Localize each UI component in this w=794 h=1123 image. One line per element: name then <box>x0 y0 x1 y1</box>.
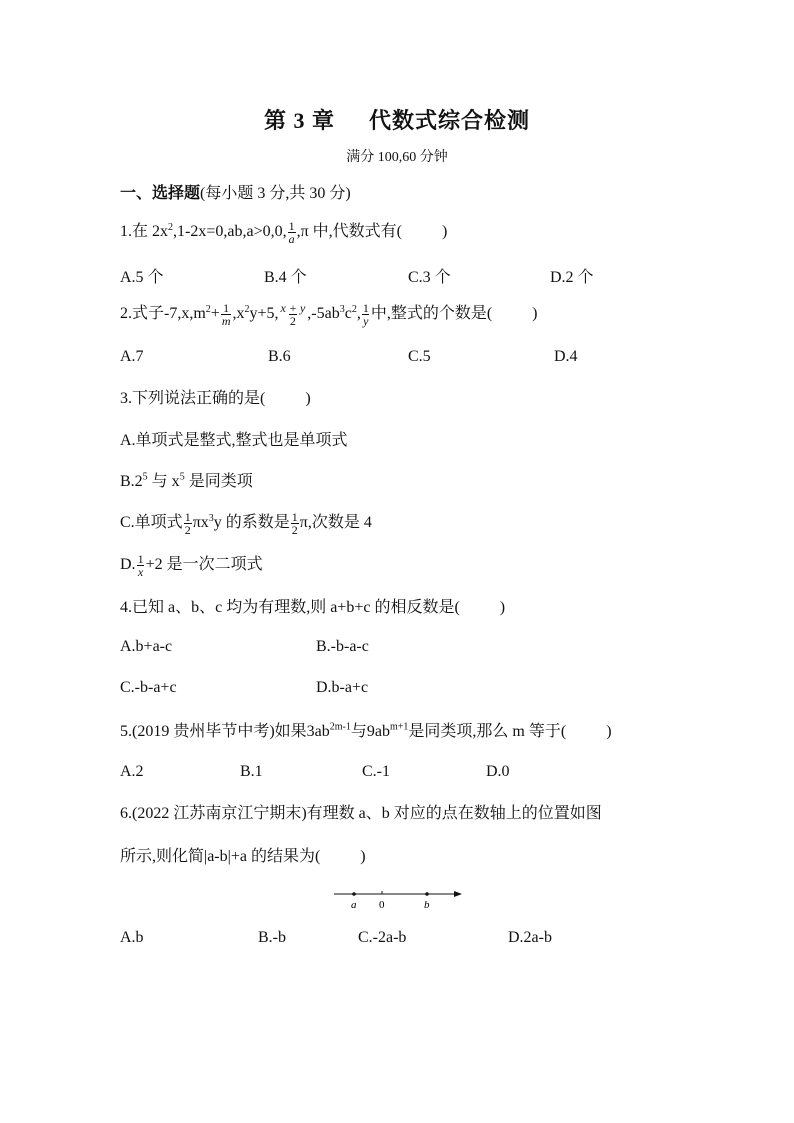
question-4-stem: 4.已知 a、b、c 均为有理数,则 a+b+c 的相反数是( ) <box>120 599 506 616</box>
point-b-label: b <box>424 899 430 911</box>
question-4-option-b[interactable]: B.-b-a-c <box>316 638 369 655</box>
chapter-label: 第 3 章 <box>263 108 335 133</box>
fraction: $\frac{1}{y}$ <box>362 301 369 328</box>
fraction: $\frac{1}{2}$ <box>184 510 191 537</box>
question-5-option-c[interactable]: C.-1 <box>362 763 390 780</box>
fraction: $\frac{x + y}{2}$ <box>280 301 306 328</box>
question-2-stem: 2.式子$-7,x,m^2+$ $\frac{1}{m}$ $,x^2y+5$, $\frac{x + y}{2}$ $,-5ab^3c^2$, $\frac{1}{y}$ 中,整式的个数是( ) <box>120 301 538 328</box>
fraction: $\frac{1}{2}$ <box>291 510 298 537</box>
question-1-option-c[interactable]: C.3 个 <box>408 269 451 286</box>
question-5-option-d[interactable]: D.0 <box>486 763 510 780</box>
question-4-option-a[interactable]: A.b+a-c <box>120 638 173 655</box>
point-a-label: a <box>351 899 357 911</box>
question-1-option-a[interactable]: A.5 个 <box>120 269 164 286</box>
question-1-stem: 1.在 $2x^2,1-2x=0,ab,a>0,0$, $\frac{1}{a}$ ,π 中,代数式有( ) <box>120 219 448 246</box>
question-5-option-b[interactable]: B.1 <box>240 763 263 780</box>
page-subtitle: 满分 100,60 分钟 <box>346 150 448 165</box>
question-2-option-c[interactable]: C.5 <box>408 348 431 365</box>
question-3-option-c[interactable]: C.单项式 $\frac{1}{2}$ $\pi x^3y$ 的系数是 $\frac{1}{2}$ π,次数是 4 <box>120 510 372 537</box>
question-3-option-a[interactable]: A.单项式是整式,整式也是单项式 <box>120 432 348 449</box>
question-2-option-b[interactable]: B.6 <box>268 348 291 365</box>
page-title <box>0 104 794 135</box>
chapter-name: 代数式综合检测 <box>369 108 531 133</box>
fraction: $\frac{1}{a}$ <box>288 219 295 246</box>
question-6-option-d[interactable]: D.2a-b <box>508 929 552 946</box>
question-3-option-d[interactable]: D. $\frac{1}{x}$ +2 是一次二项式 <box>120 552 263 579</box>
question-5-stem: 5.(2019 贵州毕节中考)如果$3ab^{2m-1}$与$9ab^{m+1}$是同类项,那么 m 等于( ) <box>120 721 612 740</box>
point-a-dot <box>352 892 356 896</box>
question-3-stem: 3.下列说法正确的是( ) <box>120 390 311 407</box>
question-2-option-a[interactable]: A.7 <box>120 348 144 365</box>
fraction: $\frac{1}{m}$ <box>221 301 231 328</box>
section-note: (每小题 3 分,共 30 分) <box>200 185 351 202</box>
question-1-option-d[interactable]: D.2 个 <box>550 269 594 286</box>
question-3-option-b[interactable]: $B.2^5$ 与 $x^5$ 是同类项 <box>120 471 253 490</box>
fraction: $\frac{1}{x}$ <box>137 552 144 579</box>
number-line-figure <box>330 884 470 914</box>
number-line-arrow <box>454 891 462 897</box>
question-2-option-d[interactable]: D.4 <box>554 348 578 365</box>
question-4-option-d[interactable]: D.b-a+c <box>316 679 369 696</box>
question-5-option-a[interactable]: A.2 <box>120 763 144 780</box>
question-6-stem-line-2: 所示,则化简|a-b|+a 的结果为( ) <box>120 848 366 865</box>
question-1-option-b[interactable]: B.4 个 <box>264 269 307 286</box>
question-4-option-c[interactable]: C.-b-a+c <box>120 679 177 696</box>
point-b-dot <box>425 892 429 896</box>
question-6-option-b[interactable]: B.-b <box>258 929 286 946</box>
question-6-option-c[interactable]: C.-2a-b <box>358 929 407 946</box>
origin-label: 0 <box>379 899 385 911</box>
section-label: 一、选择题 <box>120 185 201 202</box>
question-6-option-a[interactable]: A.b <box>120 929 144 946</box>
question-6-stem-line-1: 6.(2022 江苏南京江宁期末)有理数 a、b 对应的点在数轴上的位置如图 <box>120 805 602 822</box>
section-header <box>120 180 351 203</box>
